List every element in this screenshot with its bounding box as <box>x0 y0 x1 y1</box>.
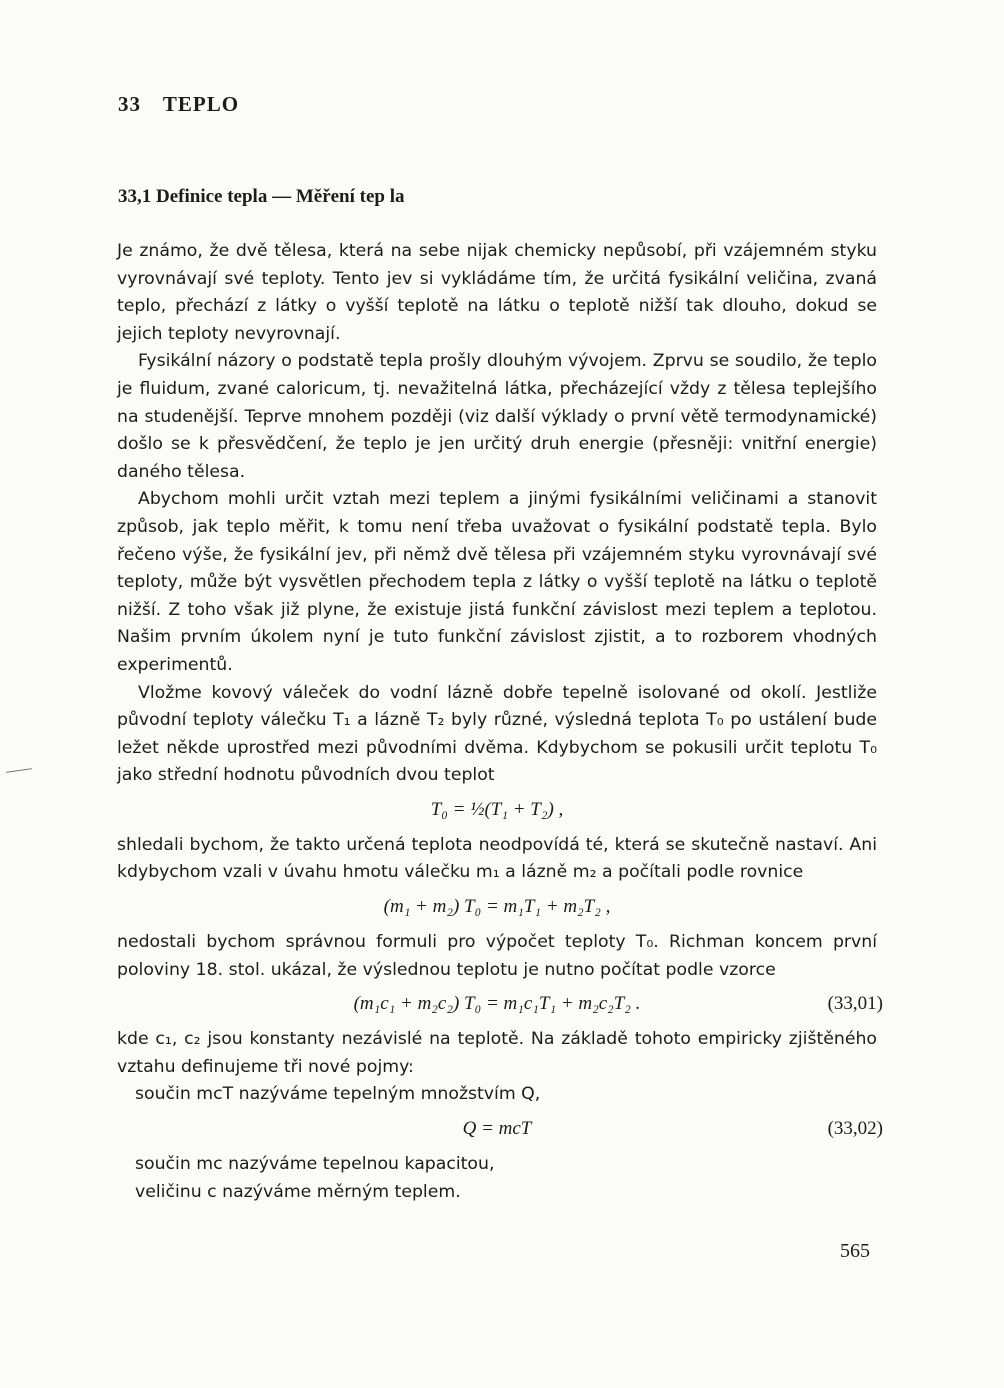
paragraph: Abychom mohli určit vztah mezi teplem a jinými fysikálními veličinami a stanovit způsob, jak teplo měřit, k tomu není třeba uvažovat o fysikální podstatě tepla. Bylo řečeno výše, že fysikální jev, při němž dvě tělesa při vzájemném styku vyrovnávají své teploty, může být vysvětlen přechodem tepla z látky o vyšší teplotě na látku o teplotě nižší. Z toho však již plyne, že existuje jistá funkční závislost mezi teplem a teplotou. Našim prvním úkolem nyní je tuto funkční závislost zjistit, a to rozborem vhodných experimentů. <box>117 489 877 675</box>
body-text <box>117 238 883 1206</box>
equation-number: (33,02) <box>827 1118 883 1140</box>
equation <box>117 790 877 832</box>
margin-mark <box>6 768 32 773</box>
paragraph: Vložme kovový váleček do vodní lázně dobře tepelně isolované od okolí. Jestliže původní teploty válečku T₁ a lázně T₂ byly různé, výsledná teplota T₀ po ustálení bude ležet někde uprostřed mezi původními dvěma. Kdybychom se pokusili určit teplotu T₀ jako střední hodnotu původních dvou teplot <box>117 682 877 786</box>
equation <box>117 984 883 1026</box>
equation-formula: (m₁ + m₂) T₀ = m₁T₁ + m₂T₂ , <box>383 896 611 918</box>
page-number: 565 <box>840 1240 870 1262</box>
paragraph: nedostali bychom správnou formuli pro výpočet teploty T₀. Richman koncem první poloviny 18. stol. ukázal, že výslednou teplotu je nutno počítat podle vzorce <box>117 932 877 980</box>
equation-formula: Q = mcT <box>462 1118 532 1140</box>
equation-number: (33,01) <box>827 993 883 1015</box>
equation <box>117 1109 883 1151</box>
equation <box>117 887 877 929</box>
equation-formula: T₀ = ½(T₁ + T₂) , <box>430 798 564 820</box>
definition-item: součin mc nazýváme tepelnou kapacitou, <box>135 1154 495 1175</box>
equation-formula: (m₁c₁ + m₂c₂) T₀ = m₁c₁T₁ + m₂c₂T₂ . <box>353 993 641 1015</box>
definition-list <box>117 1081 883 1206</box>
paragraph: shledali bychom, že takto určená teplota neodpovídá té, která se skutečně nastaví. Ani kdybychom vzali v úvahu hmotu válečku m₁ a lázně m₂ a počítali podle rovnice <box>117 834 877 883</box>
definition-item: součin mcT nazýváme tepelným množstvím Q, <box>135 1084 541 1105</box>
paragraph: Je známo, že dvě tělesa, která na sebe nijak chemicky nepůsobí, při vzájemném styku vyrovnávají své teploty. Tento jev si vykládáme tím, že určitá fysikální veličina, zvaná teplo, přechází z látky o vyšší teplotě na látku o teplotě nižší tak dlouho, dokud se jejich teploty nevyrovnají. <box>117 241 877 344</box>
paragraph: Fysikální názory o podstatě tepla prošly dlouhým vývojem. Zprvu se soudilo, že teplo je fluidum, zvané caloricum, tj. nevažitelná látka, přecházející vždy z tělesa teplejšího na studenější. Teprve mnohem později (viz další výklady o první větě termodynamické) došlo se k přesvědčení, že teplo je jen určitý druh energie (přesněji: vnitřní energie) daného tělesa. <box>117 351 877 482</box>
chapter-title: TEPLO <box>162 92 240 116</box>
section-heading: 33,1 Definice tepla — Měření tep la <box>118 186 405 207</box>
chapter-number: 33 <box>118 92 141 116</box>
definition-item: veličinu c nazýváme měrným teplem. <box>135 1181 461 1202</box>
chapter-heading <box>118 92 239 117</box>
paragraph: kde c₁, c₂ jsou konstanty nezávislé na teplotě. Na základě tohoto empiricky zjištěného vztahu definujeme tři nové pojmy: <box>117 1029 877 1077</box>
